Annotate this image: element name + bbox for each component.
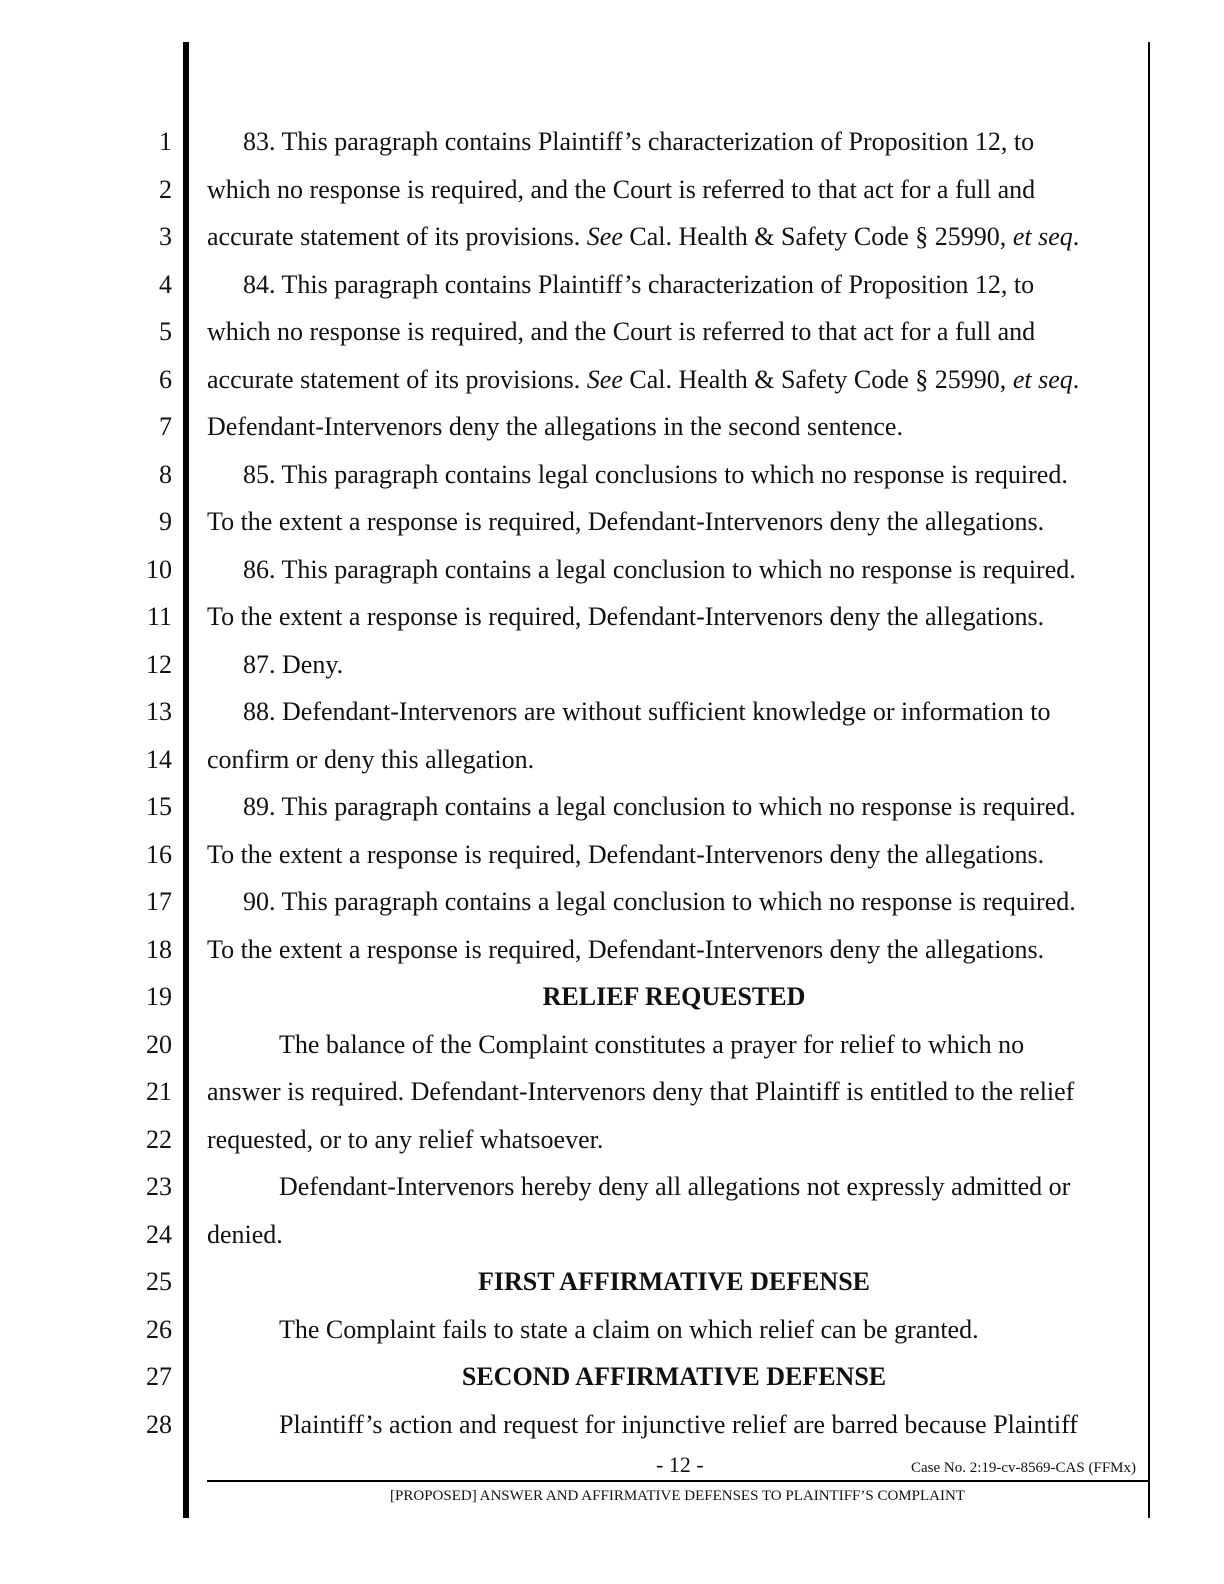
citation-signal: See xyxy=(586,364,623,394)
paragraph-88-line: 88. Defendant-Intervenors are without sufficient knowledge or information to xyxy=(243,697,1051,726)
right-margin-rule xyxy=(1148,42,1150,1518)
text: . xyxy=(1072,222,1080,251)
paragraph-88-line: confirm or deny this allegation. xyxy=(207,744,535,774)
text: . xyxy=(1072,364,1080,394)
relief-paragraph-line: The balance of the Complaint constitutes a prayer for relief to which no xyxy=(279,1029,1025,1059)
line-number: 25 xyxy=(146,1267,172,1296)
line-number: 9 xyxy=(159,507,172,536)
text: accurate statement of its provisions. xyxy=(207,222,587,251)
line-number: 13 xyxy=(146,697,172,726)
text: Cal. Health & Safety Code § 25990, xyxy=(622,364,1013,394)
line-number: 5 xyxy=(159,317,172,346)
paragraph-84-line xyxy=(207,356,1141,404)
line-number: 24 xyxy=(146,1219,172,1249)
line-number: 1 xyxy=(159,127,172,156)
line-number: 22 xyxy=(146,1124,172,1154)
line-number: 7 xyxy=(159,412,172,441)
line-number: 23 xyxy=(146,1172,172,1201)
line-number: 17 xyxy=(146,887,172,916)
paragraph-85-line: 85. This paragraph contains legal conclusions to which no response is required. xyxy=(243,459,1068,489)
footer-document-title: [PROPOSED] ANSWER AND AFFIRMATIVE DEFENSES TO PLAINTIFF’S COMPLAINT xyxy=(390,1488,965,1504)
section-heading-relief-requested: RELIEF REQUESTED xyxy=(542,982,806,1011)
relief-paragraph-line: answer is required. Defendant-Intervenors deny that Plaintiff is entitled to the relief xyxy=(207,1077,1075,1106)
line-number: 12 xyxy=(146,649,172,679)
case-number: Case No. 2:19-cv-8569-CAS (FFMx) xyxy=(911,1460,1136,1476)
line-number: 3 xyxy=(159,222,172,251)
line-number: 28 xyxy=(146,1409,172,1439)
paragraph-84-line: Defendant-Intervenors deny the allegations in the second sentence. xyxy=(207,412,903,441)
text: Cal. Health & Safety Code § 25990, xyxy=(622,222,1013,251)
line-number: 15 xyxy=(146,792,172,821)
paragraph-89-line: 89. This paragraph contains a legal conclusion to which no response is required. xyxy=(243,792,1076,821)
paragraph-86-line: 86. This paragraph contains a legal conclusion to which no response is required. xyxy=(243,554,1076,584)
line-number: 19 xyxy=(146,982,172,1011)
paragraph-83-line: 83. This paragraph contains Plaintiff’s characterization of Proposition 12, to xyxy=(243,127,1035,156)
line-number: 10 xyxy=(146,554,172,584)
page-number: - 12 - xyxy=(656,1452,704,1477)
line-number: 2 xyxy=(159,174,172,204)
paragraph-85-line: To the extent a response is required, Defendant-Intervenors deny the allegations. xyxy=(207,507,1045,536)
relief-paragraph-line: requested, or to any relief whatsoever. xyxy=(207,1124,604,1154)
line-number: 16 xyxy=(146,839,172,869)
paragraph-86-line: To the extent a response is required, Defendant-Intervenors deny the allegations. xyxy=(207,602,1045,631)
paragraph-87-line: 87. Deny. xyxy=(243,649,344,679)
paragraph-84-line: which no response is required, and the Court is referred to that act for a full and xyxy=(207,317,1036,346)
second-defense-line: Plaintiff’s action and request for injunctive relief are barred because Plaintiff xyxy=(279,1409,1078,1439)
document-body xyxy=(207,118,1141,1448)
paragraph-90-line: To the extent a response is required, Defendant-Intervenors deny the allegations. xyxy=(207,934,1045,964)
line-number: 14 xyxy=(146,744,172,774)
line-number: 6 xyxy=(159,364,172,394)
left-margin-rule xyxy=(183,42,189,1518)
paragraph-90-line: 90. This paragraph contains a legal conclusion to which no response is required. xyxy=(243,887,1076,916)
citation-signal: et seq xyxy=(1012,364,1073,394)
line-number: 4 xyxy=(159,269,172,299)
line-numbers xyxy=(120,118,172,1448)
denial-paragraph-line: Defendant-Intervenors hereby deny all allegations not expressly admitted or xyxy=(279,1172,1071,1201)
footer-rule xyxy=(207,1480,1148,1482)
first-defense-line: The Complaint fails to state a claim on which relief can be granted. xyxy=(279,1314,979,1344)
citation-signal: See xyxy=(586,222,623,251)
section-heading-first-affirmative-defense: FIRST AFFIRMATIVE DEFENSE xyxy=(478,1267,870,1296)
paragraph-89-line: To the extent a response is required, Defendant-Intervenors deny the allegations. xyxy=(207,839,1045,869)
text: accurate statement of its provisions. xyxy=(207,364,587,394)
line-number: 8 xyxy=(159,459,172,489)
line-number: 27 xyxy=(146,1362,172,1391)
citation-signal: et seq xyxy=(1012,222,1073,251)
line-number: 18 xyxy=(146,934,172,964)
denial-paragraph-line: denied. xyxy=(207,1219,283,1249)
line-number: 20 xyxy=(146,1029,172,1059)
line-number: 26 xyxy=(146,1314,172,1344)
paragraph-83-line xyxy=(207,213,1141,261)
paragraph-83-line: which no response is required, and the Court is referred to that act for a full and xyxy=(207,174,1036,204)
paragraph-84-line: 84. This paragraph contains Plaintiff’s characterization of Proposition 12, to xyxy=(243,269,1035,299)
line-number: 11 xyxy=(146,602,172,631)
line-number: 21 xyxy=(146,1077,172,1106)
section-heading-second-affirmative-defense: SECOND AFFIRMATIVE DEFENSE xyxy=(461,1362,887,1391)
